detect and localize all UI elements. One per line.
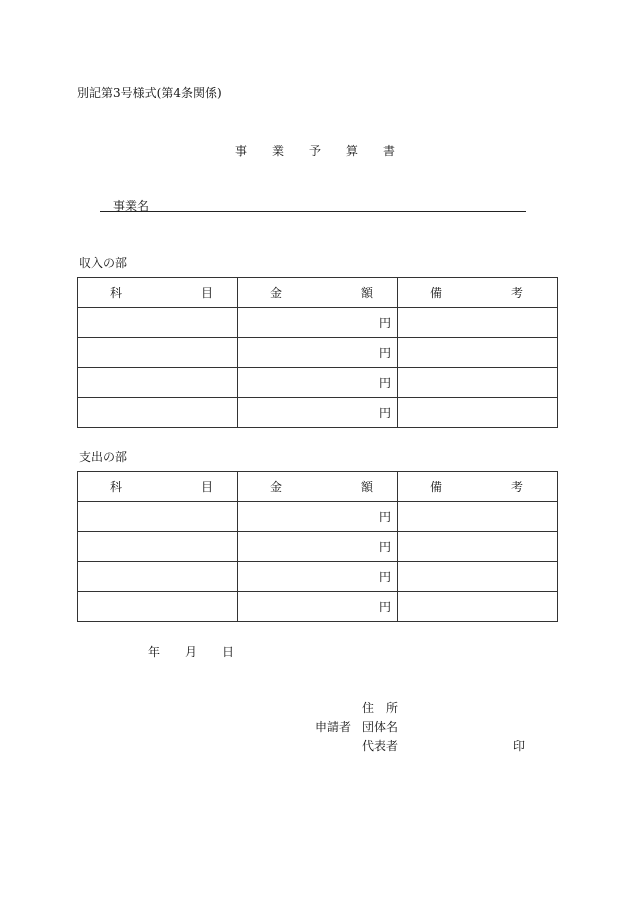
table-row	[78, 592, 558, 622]
income-table	[77, 277, 558, 428]
address-label: 住所	[362, 701, 411, 715]
project-name-label: 事業名	[113, 199, 150, 213]
table-row	[78, 532, 558, 562]
note-cell[interactable]	[398, 562, 558, 592]
day-label: 日	[222, 645, 235, 659]
expense-table	[77, 471, 558, 622]
title-char: 事	[234, 144, 247, 158]
date-line	[148, 643, 234, 660]
item-cell[interactable]	[78, 338, 238, 368]
header-note: 備 考	[398, 472, 558, 502]
header-amount: 金 額	[238, 278, 398, 308]
note-cell[interactable]	[398, 368, 558, 398]
amount-cell[interactable]: 円	[238, 398, 398, 428]
note-cell[interactable]	[398, 532, 558, 562]
month-label: 月	[185, 645, 198, 659]
title-char: 書	[382, 144, 395, 158]
header-item: 科 目	[78, 472, 238, 502]
header-note: 備 考	[398, 278, 558, 308]
year-label: 年	[148, 645, 161, 659]
table-row	[78, 308, 558, 338]
table-row	[78, 398, 558, 428]
note-cell[interactable]	[398, 502, 558, 532]
title-char: 算	[345, 144, 358, 158]
title-char: 業	[271, 144, 284, 158]
project-name-field[interactable]	[100, 197, 526, 212]
document-title	[0, 142, 630, 159]
note-cell[interactable]	[398, 338, 558, 368]
note-cell[interactable]	[398, 398, 558, 428]
item-cell[interactable]	[78, 398, 238, 428]
item-cell[interactable]	[78, 368, 238, 398]
table-row	[78, 338, 558, 368]
form-number-label: 別記第3号様式(第4条関係)	[77, 86, 222, 100]
table-row	[78, 502, 558, 532]
amount-cell[interactable]: 円	[238, 338, 398, 368]
applicant-label: 申請者	[315, 720, 352, 734]
seal-label: 印	[513, 739, 526, 753]
item-cell[interactable]	[78, 562, 238, 592]
amount-cell[interactable]: 円	[238, 308, 398, 338]
representative-label: 代表者	[362, 739, 399, 753]
header-item: 科 目	[78, 278, 238, 308]
organization-label: 団体名	[362, 720, 399, 734]
item-cell[interactable]	[78, 308, 238, 338]
amount-cell[interactable]: 円	[238, 592, 398, 622]
table-header-row	[78, 472, 558, 502]
amount-cell[interactable]: 円	[238, 562, 398, 592]
title-char: 予	[308, 144, 321, 158]
note-cell[interactable]	[398, 308, 558, 338]
table-row	[78, 368, 558, 398]
income-section-label: 収入の部	[79, 256, 128, 270]
item-cell[interactable]	[78, 592, 238, 622]
table-header-row	[78, 278, 558, 308]
header-amount: 金 額	[238, 472, 398, 502]
amount-cell[interactable]: 円	[238, 532, 398, 562]
expense-section-label: 支出の部	[79, 450, 128, 464]
item-cell[interactable]	[78, 532, 238, 562]
amount-cell[interactable]: 円	[238, 368, 398, 398]
table-row	[78, 562, 558, 592]
item-cell[interactable]	[78, 502, 238, 532]
note-cell[interactable]	[398, 592, 558, 622]
amount-cell[interactable]: 円	[238, 502, 398, 532]
